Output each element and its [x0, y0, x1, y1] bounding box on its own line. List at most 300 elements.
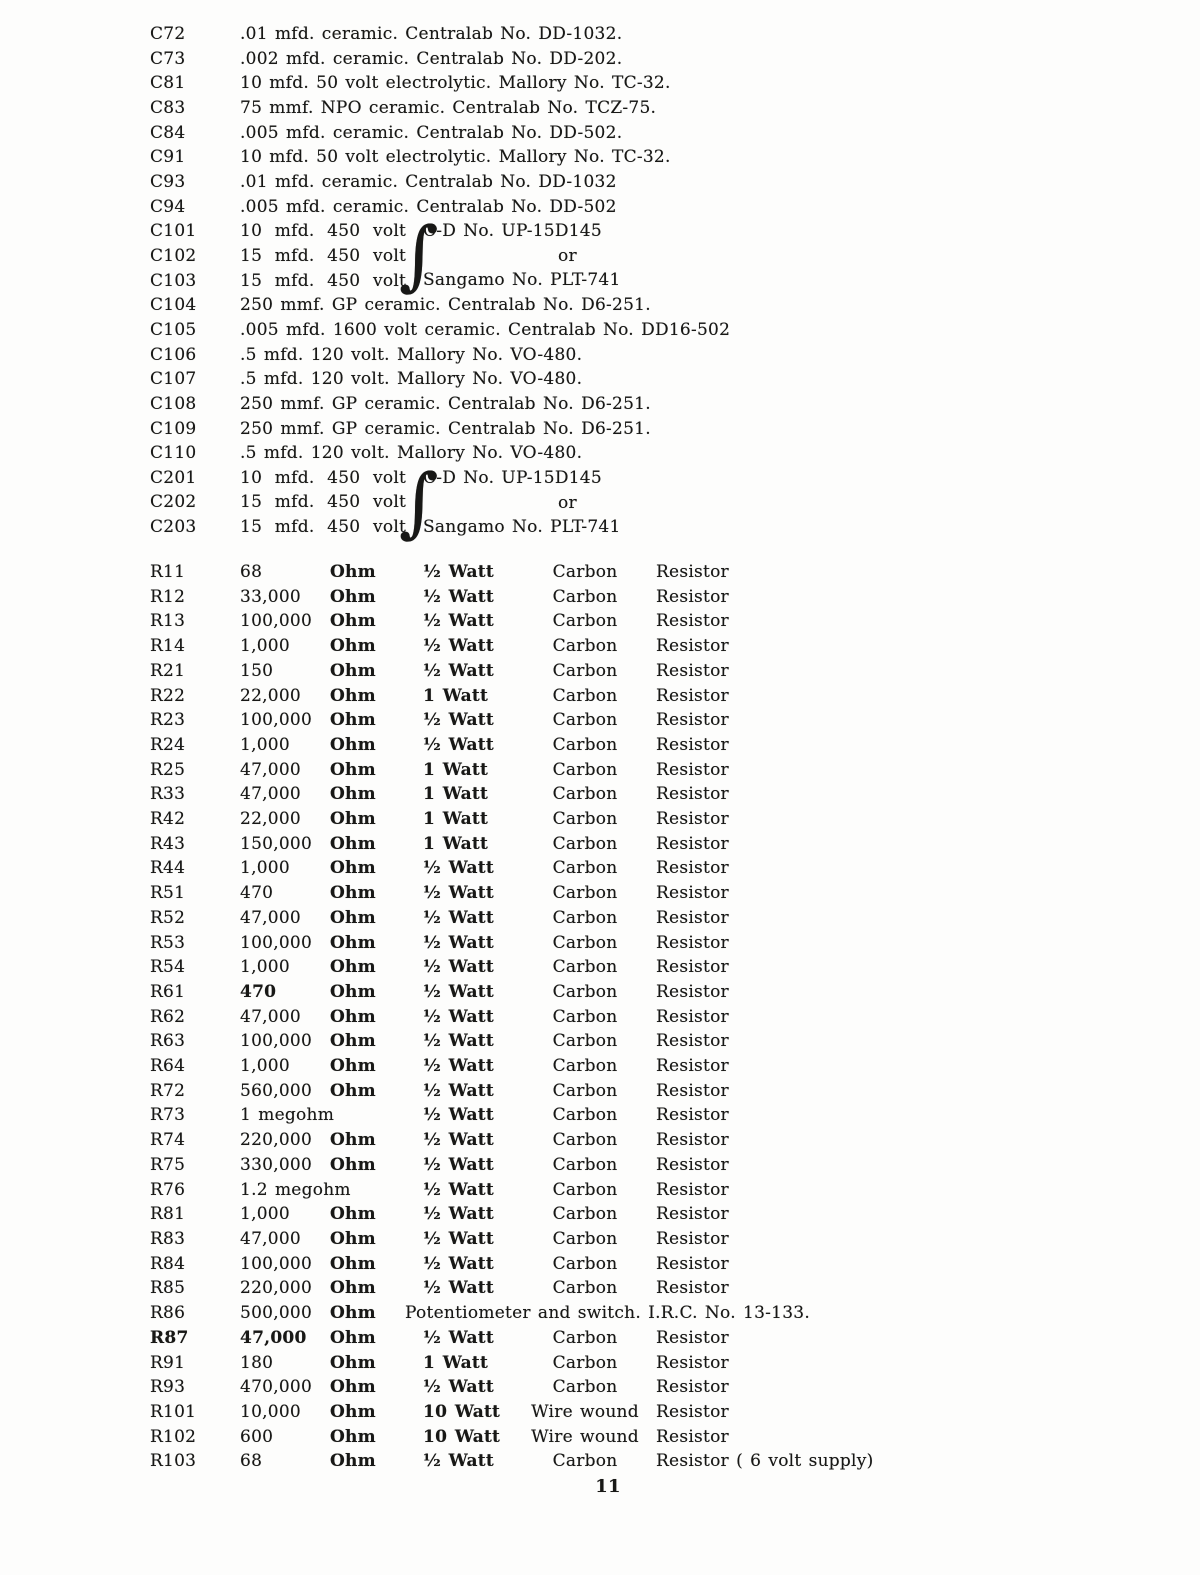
- resistor-id: R102: [150, 1426, 197, 1447]
- resistor-note: [405, 585, 1200, 610]
- resistor-row: [0, 1079, 1200, 1104]
- resistor-type: Carbon: [552, 1179, 618, 1200]
- resistor-wattage: ½ Watt: [423, 1228, 494, 1249]
- capacitor-row: [0, 417, 1200, 442]
- resistor-id: R33: [150, 784, 186, 805]
- capacitor-description: .005 mfd. ceramic. Centralab No. DD-502: [240, 196, 617, 217]
- resistor-row: [0, 1153, 1200, 1178]
- resistor-wattage: ½ Watt: [423, 1278, 494, 1299]
- resistor-type: Carbon: [552, 1056, 618, 1077]
- resistor-wattage: ½ Watt: [423, 734, 494, 755]
- resistor-part: Resistor: [656, 1056, 729, 1077]
- option-line-2: Sangamo No. PLT-741: [423, 517, 621, 538]
- resistor-type: Carbon: [552, 1130, 618, 1151]
- resistor-row: [0, 585, 1200, 610]
- resistor-type: Carbon: [552, 907, 618, 928]
- resistor-note: [405, 906, 1200, 931]
- capacitor-id: C93: [150, 171, 186, 192]
- resistor-type: Carbon: [552, 1253, 618, 1274]
- resistor-wattage: ½ Watt: [423, 1253, 494, 1274]
- capacitor-id: C106: [150, 344, 197, 365]
- resistor-value: 100,000: [240, 932, 313, 953]
- resistor-ohm-unit: Ohm: [330, 1056, 376, 1077]
- resistor-ohm-unit: Ohm: [330, 1377, 376, 1398]
- resistor-value: 47,000: [240, 1228, 301, 1249]
- resistor-part: Resistor: [656, 759, 729, 780]
- resistor-row: [0, 1029, 1200, 1054]
- resistor-row: [0, 931, 1200, 956]
- resistor-wattage: ½ Watt: [423, 660, 494, 681]
- resistor-type: Carbon: [552, 932, 618, 953]
- resistor-row: [0, 1400, 1200, 1425]
- resistor-part: Resistor: [656, 586, 729, 607]
- resistor-rows: [0, 560, 1200, 1474]
- resistor-note: [405, 1425, 1200, 1450]
- resistor-part: Resistor: [656, 833, 729, 854]
- resistor-wattage: ½ Watt: [423, 1006, 494, 1027]
- resistor-row: [0, 980, 1200, 1005]
- resistor-note: [405, 1326, 1200, 1351]
- resistor-wattage: ½ Watt: [423, 1204, 494, 1225]
- resistor-ohm-unit: Ohm: [330, 1154, 376, 1175]
- resistor-wattage: ½ Watt: [423, 1105, 494, 1126]
- resistor-ohm-unit: Ohm: [330, 611, 376, 632]
- capacitor-description: 15 mfd. 450 volt: [240, 245, 407, 266]
- resistor-wattage: 1 Watt: [423, 685, 489, 706]
- option-line-2: Sangamo No. PLT-741: [423, 270, 621, 291]
- resistor-id: R53: [150, 932, 186, 953]
- resistor-row: [0, 659, 1200, 684]
- resistor-row: [0, 807, 1200, 832]
- resistor-value: 470: [240, 981, 277, 1002]
- resistor-note: [405, 733, 1200, 758]
- resistor-note: [405, 1029, 1200, 1054]
- resistor-id: R81: [150, 1204, 186, 1225]
- capacitor-description: .01 mfd. ceramic. Centralab No. DD-1032.: [240, 24, 623, 44]
- resistor-value: 47,000: [240, 907, 301, 928]
- resistor-ohm-unit: Ohm: [330, 1006, 376, 1027]
- resistor-ohm-unit: Ohm: [330, 1031, 376, 1052]
- resistor-ohm-unit: Ohm: [330, 1204, 376, 1225]
- resistor-value: 330,000: [240, 1154, 313, 1175]
- resistor-part: Resistor: [656, 1401, 729, 1422]
- option-line-1: C-D No. UP-15D145: [423, 221, 602, 241]
- resistor-id: R51: [150, 883, 186, 904]
- resistor-type: Carbon: [552, 1080, 618, 1101]
- resistor-id: R14: [150, 636, 186, 657]
- resistor-part: Resistor: [656, 1352, 729, 1373]
- resistor-note: [405, 807, 1200, 832]
- resistor-value: 22,000: [240, 685, 301, 706]
- resistor-ohm-unit: Ohm: [330, 981, 376, 1002]
- resistor-part: Resistor: [656, 1006, 729, 1027]
- resistor-id: R75: [150, 1154, 186, 1175]
- resistor-note: [405, 1375, 1200, 1400]
- resistor-wattage: ½ Watt: [423, 1056, 494, 1077]
- capacitor-id: C91: [150, 147, 186, 168]
- resistor-type: Carbon: [552, 734, 618, 755]
- capacitor-description: .5 mfd. 120 volt. Mallory No. VO-480.: [240, 443, 583, 464]
- resistor-wattage: ½ Watt: [423, 907, 494, 928]
- resistor-type: Carbon: [552, 1327, 618, 1348]
- option-line-1: C-D No. UP-15D145: [423, 468, 602, 488]
- resistor-id: R91: [150, 1352, 186, 1373]
- resistor-id: R62: [150, 1006, 186, 1027]
- resistor-type: Carbon: [552, 1352, 618, 1373]
- resistor-part: Resistor: [656, 1377, 729, 1398]
- resistor-value: 150,000: [240, 833, 313, 854]
- capacitor-description: 10 mfd. 450 volt: [240, 221, 407, 242]
- resistor-id: R11: [150, 562, 186, 582]
- resistor-row: [0, 758, 1200, 783]
- resistor-value: 1,000: [240, 636, 290, 657]
- capacitor-row: [0, 121, 1200, 146]
- resistor-row: [0, 684, 1200, 709]
- capacitor-description: 250 mmf. GP ceramic. Centralab No. D6-251.: [240, 393, 651, 414]
- resistor-id: R25: [150, 759, 186, 780]
- resistor-wattage: ½ Watt: [423, 1179, 494, 1200]
- resistor-id: R23: [150, 710, 186, 731]
- resistor-value: 560,000: [240, 1080, 313, 1101]
- resistor-ohm-unit: Ohm: [330, 1426, 376, 1447]
- resistor-id: R63: [150, 1031, 186, 1052]
- capacitor-id: C105: [150, 319, 197, 340]
- resistor-note: [405, 560, 1200, 585]
- resistor-ohm-unit: Ohm: [330, 784, 376, 805]
- resistor-note: [405, 980, 1200, 1005]
- resistor-wattage: ½ Watt: [423, 611, 494, 632]
- resistor-wattage: ½ Watt: [423, 1377, 494, 1398]
- resistor-type: Carbon: [552, 1031, 618, 1052]
- resistor-part: Resistor: [656, 1253, 729, 1274]
- resistor-row: [0, 708, 1200, 733]
- resistor-part: Resistor: [656, 1105, 729, 1126]
- resistor-row: [0, 782, 1200, 807]
- resistor-value: 470,000: [240, 1377, 313, 1398]
- resistor-note: [405, 708, 1200, 733]
- resistor-part: Resistor: [656, 1130, 729, 1151]
- resistor-ohm-unit: Ohm: [330, 809, 376, 830]
- resistor-row: [0, 609, 1200, 634]
- resistor-row: [0, 1449, 1200, 1474]
- resistor-id: R54: [150, 957, 186, 978]
- capacitor-id: C104: [150, 295, 197, 316]
- resistor-type: Carbon: [552, 759, 618, 780]
- grouping-brace-icon: ∫: [399, 457, 439, 546]
- capacitor-row: [0, 195, 1200, 220]
- capacitor-row: [0, 47, 1200, 72]
- resistor-part: Resistor: [656, 611, 729, 632]
- resistor-ohm-unit: Ohm: [330, 734, 376, 755]
- capacitor-description: 15 mfd. 450 volt: [240, 492, 407, 513]
- resistor-part: Resistor: [656, 1204, 729, 1225]
- capacitor-id: C108: [150, 393, 197, 414]
- resistor-type: Wire wound: [531, 1401, 639, 1422]
- resistor-note: [405, 1178, 1200, 1203]
- resistor-type: Carbon: [552, 611, 618, 632]
- resistor-type: Carbon: [552, 1204, 618, 1225]
- resistor-wattage: ½ Watt: [423, 562, 494, 582]
- capacitor-row: [0, 441, 1200, 466]
- resistor-value: 100,000: [240, 710, 313, 731]
- resistor-row: [0, 1128, 1200, 1153]
- resistor-id: R72: [150, 1080, 186, 1101]
- resistor-wattage: 1 Watt: [423, 759, 489, 780]
- resistor-part: Resistor: [656, 685, 729, 706]
- resistor-note: [405, 931, 1200, 956]
- capacitor-description: .5 mfd. 120 volt. Mallory No. VO-480.: [240, 369, 583, 390]
- capacitor-row: [0, 71, 1200, 96]
- capacitor-description: .01 mfd. ceramic. Centralab No. DD-1032: [240, 171, 617, 192]
- resistor-row: [0, 1375, 1200, 1400]
- resistor-part: Resistor: [656, 858, 729, 879]
- resistor-wattage: 1 Watt: [423, 1352, 489, 1373]
- resistor-id: R24: [150, 734, 186, 755]
- resistor-part: Resistor: [656, 562, 729, 582]
- capacitor-id: C72: [150, 24, 186, 44]
- resistor-wattage: 1 Watt: [423, 784, 489, 805]
- page-number: 11: [595, 1476, 621, 1497]
- resistor-type: Carbon: [552, 1105, 618, 1126]
- resistor-note: Potentiometer and switch. I.R.C. No. 13-133.: [405, 1303, 811, 1324]
- resistor-row: [0, 881, 1200, 906]
- resistor-part: Resistor: [656, 1080, 729, 1101]
- resistor-value: 33,000: [240, 586, 301, 607]
- capacitor-id: C102: [150, 245, 197, 266]
- resistor-id: R73: [150, 1105, 186, 1126]
- resistor-note: [405, 609, 1200, 634]
- resistor-value: 47,000: [240, 759, 301, 780]
- resistor-id: R12: [150, 586, 186, 607]
- resistor-row: [0, 1005, 1200, 1030]
- resistor-note: [405, 1103, 1200, 1128]
- resistor-ohm-unit: Ohm: [330, 562, 376, 582]
- resistor-value: 150: [240, 660, 274, 681]
- resistor-type: Carbon: [552, 562, 618, 582]
- resistor-row: [0, 1202, 1200, 1227]
- resistor-part: Resistor: [656, 907, 729, 928]
- grouping-brace-icon: ∫: [399, 210, 439, 299]
- resistor-id: R13: [150, 611, 186, 632]
- resistor-value: 1,000: [240, 1204, 290, 1225]
- resistor-part: Resistor: [656, 1426, 729, 1447]
- resistor-note: [405, 782, 1200, 807]
- capacitor-id: C109: [150, 418, 197, 439]
- resistor-part: Resistor: [656, 883, 729, 904]
- resistor-wattage: ½ Watt: [423, 858, 494, 879]
- resistor-ohm-unit: Ohm: [330, 1080, 376, 1101]
- resistor-value: 1.2 megohm: [240, 1179, 351, 1200]
- resistor-part: Resistor: [656, 636, 729, 657]
- resistor-value: 22,000: [240, 809, 301, 830]
- resistor-value: 600: [240, 1426, 274, 1447]
- resistor-type: Carbon: [552, 1006, 618, 1027]
- resistor-note: [405, 881, 1200, 906]
- resistor-row: [0, 1301, 1200, 1326]
- resistor-id: R83: [150, 1228, 186, 1249]
- resistor-ohm-unit: Ohm: [330, 660, 376, 681]
- resistor-value: 10,000: [240, 1401, 301, 1422]
- resistor-row: [0, 1178, 1200, 1203]
- resistor-ohm-unit: Ohm: [330, 586, 376, 607]
- capacitor-description: 250 mmf. GP ceramic. Centralab No. D6-251.: [240, 418, 651, 439]
- resistor-note: [405, 1079, 1200, 1104]
- resistor-type: Carbon: [552, 685, 618, 706]
- resistor-note: [405, 684, 1200, 709]
- capacitor-id: C101: [150, 221, 197, 242]
- resistor-part: Resistor: [656, 932, 729, 953]
- capacitor-row: [0, 170, 1200, 195]
- resistor-ohm-unit: Ohm: [330, 1401, 376, 1422]
- capacitor-id: C103: [150, 270, 197, 291]
- resistor-row: [0, 1351, 1200, 1376]
- resistor-ohm-unit: Ohm: [330, 636, 376, 657]
- resistor-part: Resistor: [656, 957, 729, 978]
- capacitor-id: C84: [150, 122, 186, 143]
- capacitor-description: .005 mfd. ceramic. Centralab No. DD-502.: [240, 122, 623, 143]
- resistor-note: [405, 1153, 1200, 1178]
- resistor-value: 220,000: [240, 1130, 313, 1151]
- resistor-wattage: 1 Watt: [423, 809, 489, 830]
- resistor-note: [405, 634, 1200, 659]
- resistor-type: Carbon: [552, 636, 618, 657]
- resistor-ohm-unit: Ohm: [330, 710, 376, 731]
- resistor-wattage: 1 Watt: [423, 833, 489, 854]
- resistor-value: 100,000: [240, 611, 313, 632]
- resistor-ohm-unit: Ohm: [330, 833, 376, 854]
- capacitor-id: C73: [150, 48, 186, 69]
- resistor-row: [0, 955, 1200, 980]
- resistor-row: [0, 560, 1200, 585]
- capacitor-option-text: [423, 219, 683, 293]
- resistor-note: [405, 758, 1200, 783]
- resistor-note: [405, 1128, 1200, 1153]
- resistor-value: 100,000: [240, 1031, 313, 1052]
- resistor-id: R21: [150, 660, 186, 681]
- capacitor-description: .002 mfd. ceramic. Centralab No. DD-202.: [240, 48, 623, 69]
- capacitor-description: 75 mmf. NPO ceramic. Centralab No. TCZ-75.: [240, 97, 657, 118]
- resistor-ohm-unit: Ohm: [330, 1352, 376, 1373]
- resistor-value: 1,000: [240, 858, 290, 879]
- resistor-id: R76: [150, 1179, 186, 1200]
- resistor-part: Resistor: [656, 981, 729, 1002]
- resistor-ohm-unit: Ohm: [330, 759, 376, 780]
- resistor-id: R52: [150, 907, 186, 928]
- resistor-id: R103: [150, 1451, 197, 1472]
- capacitor-description: 10 mfd. 50 volt electrolytic. Mallory No. TC-32.: [240, 73, 671, 94]
- resistor-id: R44: [150, 858, 186, 879]
- resistor-type: Carbon: [552, 1278, 618, 1299]
- resistor-ohm-unit: Ohm: [330, 1303, 376, 1324]
- resistor-ohm-unit: Ohm: [330, 685, 376, 706]
- capacitor-option-group-2: [0, 457, 1200, 546]
- resistor-note: [405, 1054, 1200, 1079]
- resistor-part: Resistor: [656, 1228, 729, 1249]
- resistor-ohm-unit: Ohm: [330, 1253, 376, 1274]
- resistor-value: 1 megohm: [240, 1105, 335, 1126]
- resistor-id: R43: [150, 833, 186, 854]
- resistor-id: R101: [150, 1401, 197, 1422]
- resistor-value: 68: [240, 562, 263, 582]
- resistor-type: Carbon: [552, 833, 618, 854]
- resistor-type: Carbon: [552, 957, 618, 978]
- resistor-part: Resistor ( 6 volt supply): [656, 1451, 874, 1472]
- capacitor-description: 250 mmf. GP ceramic. Centralab No. D6-251.: [240, 295, 651, 316]
- resistor-row: [0, 1103, 1200, 1128]
- capacitor-id: C203: [150, 517, 197, 538]
- resistor-note: [405, 955, 1200, 980]
- resistor-wattage: ½ Watt: [423, 586, 494, 607]
- capacitor-id: C107: [150, 369, 197, 390]
- resistor-note: [405, 1202, 1200, 1227]
- capacitor-row: [0, 318, 1200, 343]
- resistor-wattage: ½ Watt: [423, 1031, 494, 1052]
- resistor-type: Carbon: [552, 1154, 618, 1175]
- resistor-value: 1,000: [240, 1056, 290, 1077]
- resistor-id: R61: [150, 981, 186, 1002]
- resistor-ohm-unit: Ohm: [330, 1130, 376, 1151]
- resistor-note: [405, 1400, 1200, 1425]
- capacitor-id: C83: [150, 97, 186, 118]
- resistor-row: [0, 1276, 1200, 1301]
- resistor-value: 47,000: [240, 1327, 307, 1348]
- resistor-ohm-unit: Ohm: [330, 883, 376, 904]
- capacitor-id: C94: [150, 196, 186, 217]
- resistor-part: Resistor: [656, 809, 729, 830]
- resistor-type: Carbon: [552, 981, 618, 1002]
- resistor-value: 500,000: [240, 1303, 313, 1324]
- resistor-note: [405, 856, 1200, 881]
- resistor-note: [405, 659, 1200, 684]
- resistor-wattage: ½ Watt: [423, 1154, 494, 1175]
- capacitor-row: [0, 367, 1200, 392]
- capacitor-id: C201: [150, 467, 197, 488]
- capacitor-section: [0, 22, 1200, 546]
- capacitor-id: C110: [150, 443, 197, 464]
- capacitor-description: 10 mfd. 450 volt: [240, 467, 407, 488]
- option-line-or: or: [558, 492, 577, 513]
- resistor-value: 47,000: [240, 784, 301, 805]
- resistor-wattage: ½ Watt: [423, 1130, 494, 1151]
- resistor-wattage: ½ Watt: [423, 1327, 494, 1348]
- resistor-note: [405, 1252, 1200, 1277]
- resistor-wattage: ½ Watt: [423, 1080, 494, 1101]
- capacitor-description: 15 mfd. 450 volt: [240, 270, 407, 291]
- resistor-part: Resistor: [656, 710, 729, 731]
- resistor-type: Carbon: [552, 1228, 618, 1249]
- capacitor-id: C81: [150, 73, 186, 94]
- resistor-row: [0, 906, 1200, 931]
- resistor-id: R84: [150, 1253, 186, 1274]
- resistor-ohm-unit: Ohm: [330, 907, 376, 928]
- capacitor-option-group-1: [0, 210, 1200, 299]
- resistor-wattage: ½ Watt: [423, 636, 494, 657]
- capacitor-id: C202: [150, 492, 197, 513]
- capacitor-row: [0, 22, 1200, 47]
- resistor-note: [405, 1276, 1200, 1301]
- resistor-part: Resistor: [656, 1031, 729, 1052]
- resistor-row: [0, 733, 1200, 758]
- resistor-type: Carbon: [552, 710, 618, 731]
- capacitor-description: 15 mfd. 450 volt: [240, 517, 407, 538]
- resistor-value: 68: [240, 1451, 263, 1472]
- resistor-row: [0, 1227, 1200, 1252]
- resistor-ohm-unit: Ohm: [330, 957, 376, 978]
- resistor-type: Carbon: [552, 858, 618, 879]
- resistor-type: Carbon: [552, 1451, 618, 1472]
- capacitor-row: [0, 145, 1200, 170]
- capacitor-row: [0, 343, 1200, 368]
